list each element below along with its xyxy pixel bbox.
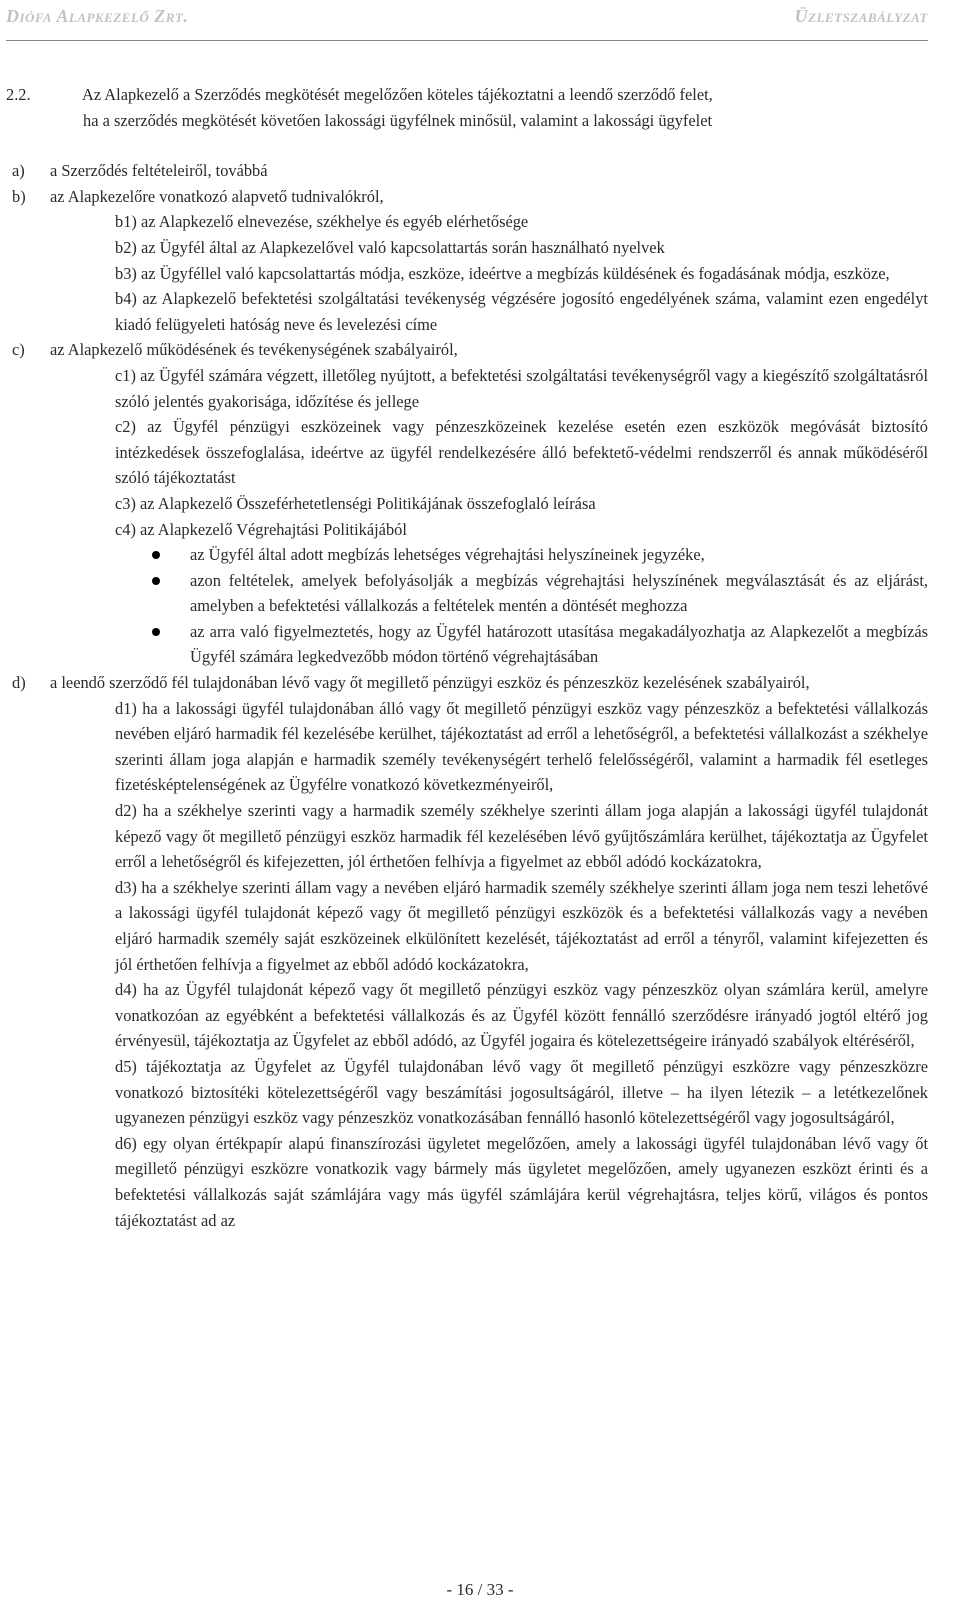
- bullet-text: az Ügyfél által adott megbízás lehetséges végrehajtási helyszíneinek jegyzéke,: [190, 545, 705, 565]
- sub-item-d3: d3) ha a székhelye szerinti állam vagy a nevében eljáró harmadik személy székhelye szerinti állam joga nem teszi lehetővé a lakossági ügyfél tulajdonát képező vagy őt megillető pénzügyi eszközök és a befektetési vállalkozás vagy a nevében eljáró harmadik személy saját eszközeinek elkülönített kezelését, tájékoztatást ad erről a tényről, valamint kifejezetten és jól érthetően felhívja a figyelmet az ebből adódó kockázatokra,: [115, 877, 928, 974]
- bullet-item: [6, 619, 928, 670]
- item-label: a): [12, 161, 25, 181]
- sub-item-b2: b2) az Ügyfél által az Alapkezelővel való kapcsolattartás során használható nyelvek: [115, 237, 665, 257]
- bullet-text: azon feltételek, amelyek befolyásolják a megbízás végrehajtási helyszínének megválasztását és az eljárást, amelyben a befektetési vállalkozás a feltételek mentén a döntését meghozza: [190, 570, 928, 616]
- page-number: - 16 / 33 -: [446, 1580, 514, 1599]
- sub-item-b4: b4) az Alapkezelő befektetési szolgáltatási tevékenység végzésére jogosító engedélyének száma, valamint ezen engedélyt kiadó felügyeleti hatóság neve és levelezési címe: [115, 289, 928, 334]
- sub-item-c1: c1) az Ügyfél számára végzett, illetőleg nyújtott, a befektetési szolgáltatási tevékenységről vagy a kiegészítő szolgáltatásról szóló jelentés gyakorisága, időzítése és jellege: [115, 365, 928, 411]
- item-text: a Szerződés feltételeiről, továbbá: [50, 161, 268, 181]
- bullet-item: [6, 568, 928, 619]
- list-item-c: [6, 337, 928, 363]
- list-item-b: [6, 184, 928, 210]
- sub-item-d2: d2) ha a székhelye szerinti vagy a harmadik személy székhelye szerinti állam joga alapján a lakossági ügyfél tulajdonát képező vagy őt megillető pénzügyi eszköz harmadik fél kezelésében lévő gyűjtőszámlára kerülhet, tájékoztatja az Ügyfelet erről a lehetőségről és kifejezetten, jól érthetően felhívja a figyelmet az ebből adódó kockázatokra,: [115, 801, 928, 872]
- company-name: Diófa Alapkezelő Zrt.: [6, 6, 189, 26]
- sub-item-b3: b3) az Ügyféllel való kapcsolattartás módja, eszköze, ideértve a megbízás küldésének és fogadásának módja, eszköze,: [115, 263, 890, 283]
- item-text: az Alapkezelő működésének és tevékenységének szabályairól,: [50, 340, 458, 360]
- bullet-item: [6, 542, 928, 568]
- bullet-text: az arra való figyelmeztetés, hogy az Ügyfél határozott utasítása megakadályozhatja az Alapkezelőt a megbízás Ügyfél számára legkedvezőbb módon történő végrehajtásában: [190, 621, 928, 667]
- list-item-d: [6, 670, 928, 696]
- sub-item-b1: b1) az Alapkezelő elnevezése, székhelye és egyéb elérhetősége: [115, 212, 529, 232]
- sub-item-c2: c2) az Ügyfél pénzügyi eszközeinek vagy pénzeszközeinek kezelése esetén ezen eszközök megóvását biztosító intézkedések összefoglalása, ideértve az ügyfél rendelkezésére álló befektető-védelmi rendszerről és annak működéséről szóló tájékoztatást: [115, 417, 928, 488]
- bullet-icon: [152, 577, 160, 585]
- header-divider: [6, 40, 928, 41]
- section-intro-text: Az Alapkezelő a Szerződés megkötését megelőzően köteles tájékoztatni a leendő szerződő felet,: [82, 85, 713, 104]
- sub-item-c4: c4) az Alapkezelő Végrehajtási Politikájából: [115, 519, 407, 539]
- item-label: c): [12, 340, 25, 360]
- list-item-a: [6, 158, 928, 184]
- section-number: 2.2.: [6, 85, 31, 104]
- item-label: b): [12, 186, 26, 206]
- bullet-icon: [152, 551, 160, 559]
- document-title: Üzletszabályzat: [794, 6, 928, 26]
- document-body: [6, 82, 928, 1233]
- item-text: a leendő szerződő fél tulajdonában lévő vagy őt megillető pénzügyi eszköz és pénzeszköz kezelésének szabályairól,: [50, 673, 810, 693]
- page-header: [6, 6, 928, 30]
- item-label: d): [12, 673, 26, 693]
- section-intro-text-cont: ha a szerződés megkötését követően lakossági ügyfélnek minősül, valamint a lakossági ügyfelet: [83, 110, 713, 130]
- sub-item-d4: d4) ha az Ügyfél tulajdonát képező vagy őt megillető pénzügyi eszköz vagy pénzeszköz olyan számlára kerül, amelyre vonatkozóan az egyébként a befektetési vállalkozás és az Ügyfél között fennálló szerződésre irányadó jogtól eltérő jog érvényesül, tájékoztatja az Ügyfelet az ebből adódó, az Ügyfél jogaira és kötelezettségeire irányadó szabályok eltéréséről,: [115, 980, 928, 1051]
- section-intro-line: [6, 82, 928, 108]
- item-text: az Alapkezelőre vonatkozó alapvető tudnivalókról,: [50, 186, 384, 206]
- sub-item-d5: d5) tájékoztatja az Ügyfelet az Ügyfél tulajdonában lévő vagy őt megillető pénzügyi eszközre vagy pénzeszközre vonatkozó biztosítéki kötelezettségéről vagy beszámítási jogosultságáról, illetve – ha ilyen létezik – a letétkezelőnek ugyanezen pénzügyi eszköz vagy pénzeszköz vonatkozásában fennálló hasonló kötelezettségéről vagy jogosultságáról,: [115, 1056, 928, 1128]
- bullet-icon: [152, 628, 160, 636]
- sub-item-d1: d1) ha a lakossági ügyfél tulajdonában álló vagy őt megillető pénzügyi eszköz vagy pénzeszköz a befektetési vállalkozás nevében eljáró harmadik fél kezelésébe kerülhet, tájékoztatást ad erről a lehetőségről, a befektetési vállalkozást a székhelye szerinti állam joga alapján e harmadik személy tevékenységért terhelő felelősségéről, valamint a harmadik fél esetleges fizetésképtelenségének az Ügyfélre vonatkozó következményeiről,: [115, 698, 928, 795]
- sub-item-c3: c3) az Alapkezelő Összeférhetetlenségi Politikájának összefoglaló leírása: [115, 493, 596, 513]
- sub-item-d6: d6) egy olyan értékpapír alapú finanszírozási ügyletet megelőzően, amely a lakossági ügyfél tulajdonában lévő vagy őt megillető pénzügyi eszközre vonatkozik vagy bármely más ügyletet megelőzően, amely ugyanezen eszközt érinti és a befektetési vállalkozás saját számlájára vagy más ügyfél számlájára kerül végrehajtásra, teljes körű, világos és pontos tájékoztatást ad az: [115, 1133, 928, 1230]
